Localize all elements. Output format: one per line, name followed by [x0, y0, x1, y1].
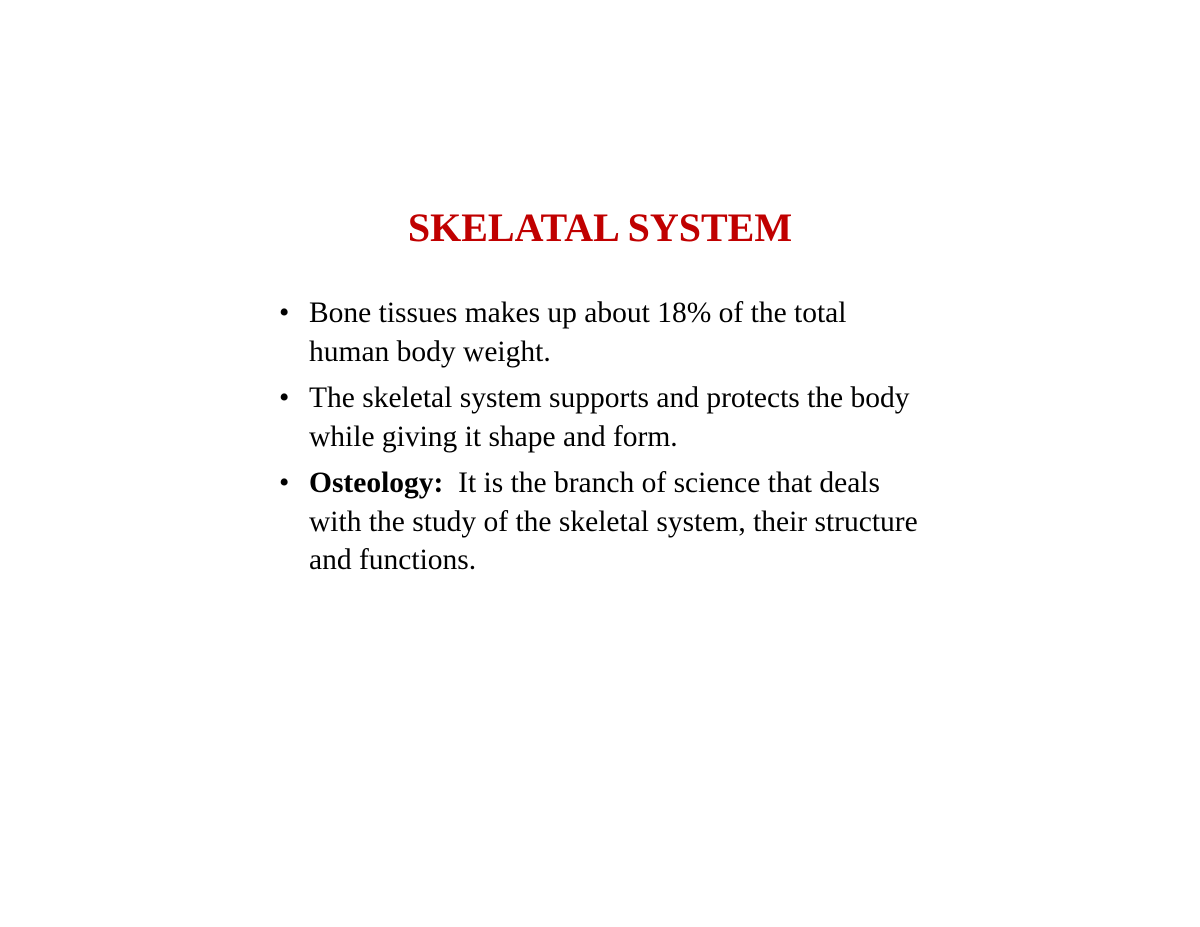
bullet-item [279, 294, 919, 371]
bullet-icon: • [279, 467, 290, 499]
bullet-text: Bone tissues makes up about 18% of the total human body weight. [309, 297, 847, 368]
bullet-list [279, 294, 919, 588]
bullet-text: It is the branch of science that deals with the study of the skeletal system, their structure and functions. [309, 467, 918, 576]
bullet-icon: • [279, 297, 290, 329]
bullet-term: Osteology: [309, 467, 444, 499]
bullet-item [279, 464, 919, 580]
bullet-text: The skeletal system supports and protects the body while giving it shape and form. [309, 382, 910, 453]
bullet-icon: • [279, 382, 290, 414]
bullet-item [279, 379, 919, 456]
slide-title: SKELATAL SYSTEM [407, 205, 793, 250]
